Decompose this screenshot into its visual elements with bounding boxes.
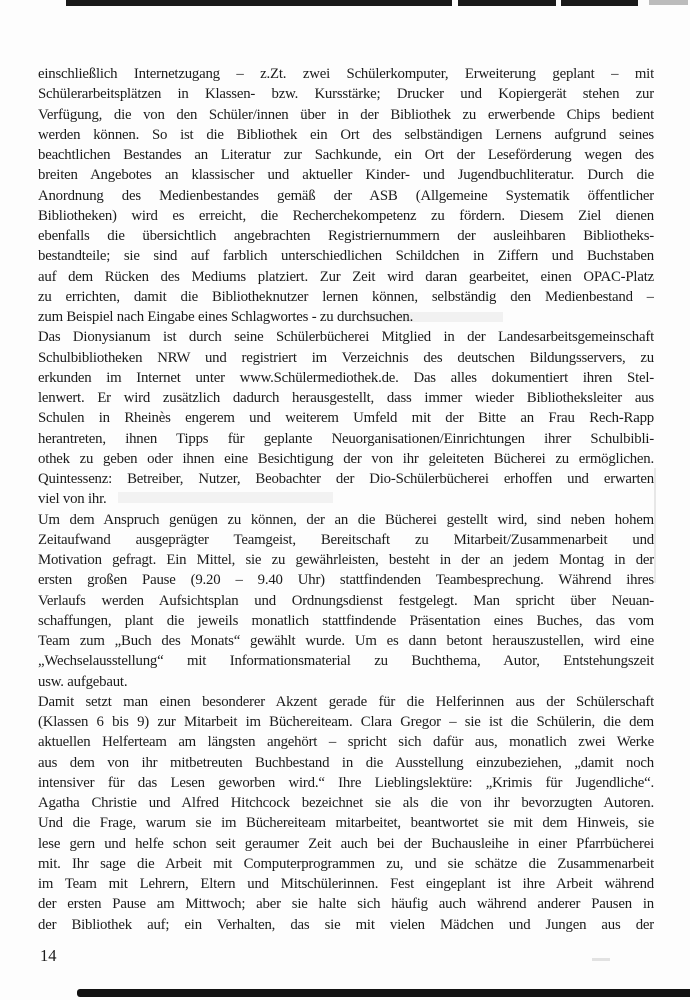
text-line: Damit setzt man einen besonderer Akzent gerade für die Helferinnen aus der Schülerschaft [38,693,654,710]
text-line: herantreten, ihnen Tipps für geplante Neuorganisationen/Einrichtungen ihrer Schulbibli- [38,430,654,447]
text-line: bestandteile; sie sind auf farblich unterschiedlichen Schildchen in Ziffern und Buchstaben [38,248,654,265]
text-line: Quintessenz: Betreiber, Nutzer, Beobachter der Dio-Schülerbücherei erhoffen und erwarten [38,471,654,487]
text-line: usw. aufgebaut. [38,673,128,690]
text-line: Schulbibliotheken NRW und registriert im Verzeichnis des deutschen Bildungsservers, zu [38,349,654,366]
body-text [38,64,654,935]
scan-smudge [592,958,610,961]
text-line: breiten Angebotes an klassischer und aktueller Kinder- und Jugendbuchliteratur. Durch die [38,167,654,184]
text-line: lese gern und helfe schon seit geraumer Zeit auch bei der Buchausleihe in einer Pfarrbücherei [38,835,654,852]
scan-artifact-top-bar-right [561,0,638,6]
text-line: auf dem Rücken des Mediums platziert. Zur Zeit wird daran gearbeitet, einen OPAC-Platz [38,268,654,285]
text-line: der Bibliothek auf; ein Verhalten, das sie mit vielen Mädchen und Jungen aus der [38,916,654,933]
text-line: Team zum „Buch des Monats“ gewählt wurde. Um es dann betont herauszustellen, wird eine [38,633,654,649]
text-line: intensiver für das Lesen geworben wird.“ Ihre Lieblingslektüre: „Krimis für Jugendliche“. [38,774,654,791]
text-line: (Klassen 6 bis 9) zur Mitarbeit im Büchereiteam. Clara Gregor – sie ist die Schülerin, die dem [38,714,654,730]
text-line: othek zu geben oder ihnen eine Besichtigung der von ihr geleiteten Bücherei zu ermöglichen. [38,450,654,467]
text-line: einschließlich Internetzugang – z.Zt. zwei Schülerkomputer, Erweiterung geplant – mit [38,66,654,82]
scan-artifact-top-corner-mark [649,0,688,5]
text-line: Motivation gefragt. Ein Mittel, sie zu gewährleisten, besteht in der an jedem Montag in der [38,552,654,568]
text-line: Verlaufs werden Aufsichtsplan und Ordnungsdienst festgelegt. Man spricht über Neuan- [38,592,654,609]
text-line: Um dem Anspruch genügen zu können, der an die Bücherei gestellt wird, sind neben hohem [38,511,654,528]
scan-artifact-top-bar-left [66,0,452,6]
text-line: Zeitaufwand ausgeprägter Teamgeist, Bereitschaft zu Mitarbeit/Zusammenarbeit und [38,531,654,548]
text-line: erkunden im Internet unter www.Schülermediothek.de. Das alles dokumentiert ihren Stel- [38,369,654,386]
text-line: aktuellen Helferteam am längsten angehört – spricht sich dafür aus, monatlich zwei Werke [38,734,654,751]
scan-artifact-top-bar-middle [458,0,556,6]
text-line: Schulen in Rheinès engerem und weiterem Umfeld mit der Bitte an Frau Rech-Rapp [38,410,654,427]
text-line: mit. Ihr sage die Arbeit mit Computerprogrammen zu, und sie schätze die Zusammenarbeit [38,855,654,872]
text-line: aus dem von ihr mitbetreuten Buchbestand in die Ausstellung einzubeziehen, „damit noch [38,754,654,771]
text-line: Und die Frage, warum sie im Büchereiteam mitarbeitet, beantwortet sie mit dem Hinweis, sie [38,815,654,832]
text-line: Agatha Christie und Alfred Hitchcock bezeichnet sie als die von ihr bevorzugten Autoren. [38,795,654,811]
text-line: lenwert. Er wird zusätzlich dadurch herausgestellt, dass immer wieder Bibliotheksleiter aus [38,390,654,406]
text-line: Verfügung, die von den Schüler/innen über in der Bibliothek zu erwerbende Chips bedient [38,106,654,123]
scan-smudge [654,468,656,583]
text-line: viel von ihr. [38,491,107,508]
text-line: werden können. So ist die Bibliothek ein Ort des selbständigen Lernens aufgrund seines [38,126,654,143]
text-line: zum Beispiel nach Eingabe eines Schlagwortes - zu durchsuchen. [38,309,414,325]
text-line: „Wechselausstellung“ mit Informationsmaterial zu Buchthema, Autor, Entstehungszeit [38,653,654,670]
text-line: zu errichten, damit die Bibliotheknutzer lernen können, selbständig den Medienbestand – [38,288,654,305]
text-line: Schülerarbeitsplätzen in Klassen- bzw. Kursstärke; Drucker und Kopiergerät stehen zur [38,86,654,103]
text-line: der ersten Pause am Mittwoch; aber sie halte sich häufig auch während anderer Pausen in [38,896,654,913]
text-line: schaffungen, plant die jeweils monatlich stattfindende Präsentation eines Buches, das vom [38,612,654,629]
text-line: im Team mit Lehrern, Eltern und Mitschülerinnen. Fest eingeplant ist ihre Arbeit während [38,876,654,892]
page-number: 14 [40,946,57,965]
text-line: Das Dionysianum ist durch seine Schülerbücherei Mitglied in der Landesarbeitsgemeinschaft [38,329,654,346]
text-line: Anordnung des Medienbestandes gemäß der ASB (Allgemeine Systematik öffentlicher [38,187,654,204]
scan-artifact-bottom-bar [77,989,690,997]
text-line: Bibliotheken) wird es erreicht, die Recherchekompetenz zu fördern. Diesem Ziel dienen [38,207,654,224]
text-line: ebenfalls die übersichtlich angebrachten Registriernummern der ausleihbaren Bibliotheks- [38,228,654,244]
text-line: ersten großen Pause (9.20 – 9.40 Uhr) stattfindenden Teambesprechung. Während ihres [38,572,654,589]
text-line: beachtlichen Bestandes an Literatur zur Sachkunde, ein Ort der Leseförderung wegen des [38,147,654,163]
